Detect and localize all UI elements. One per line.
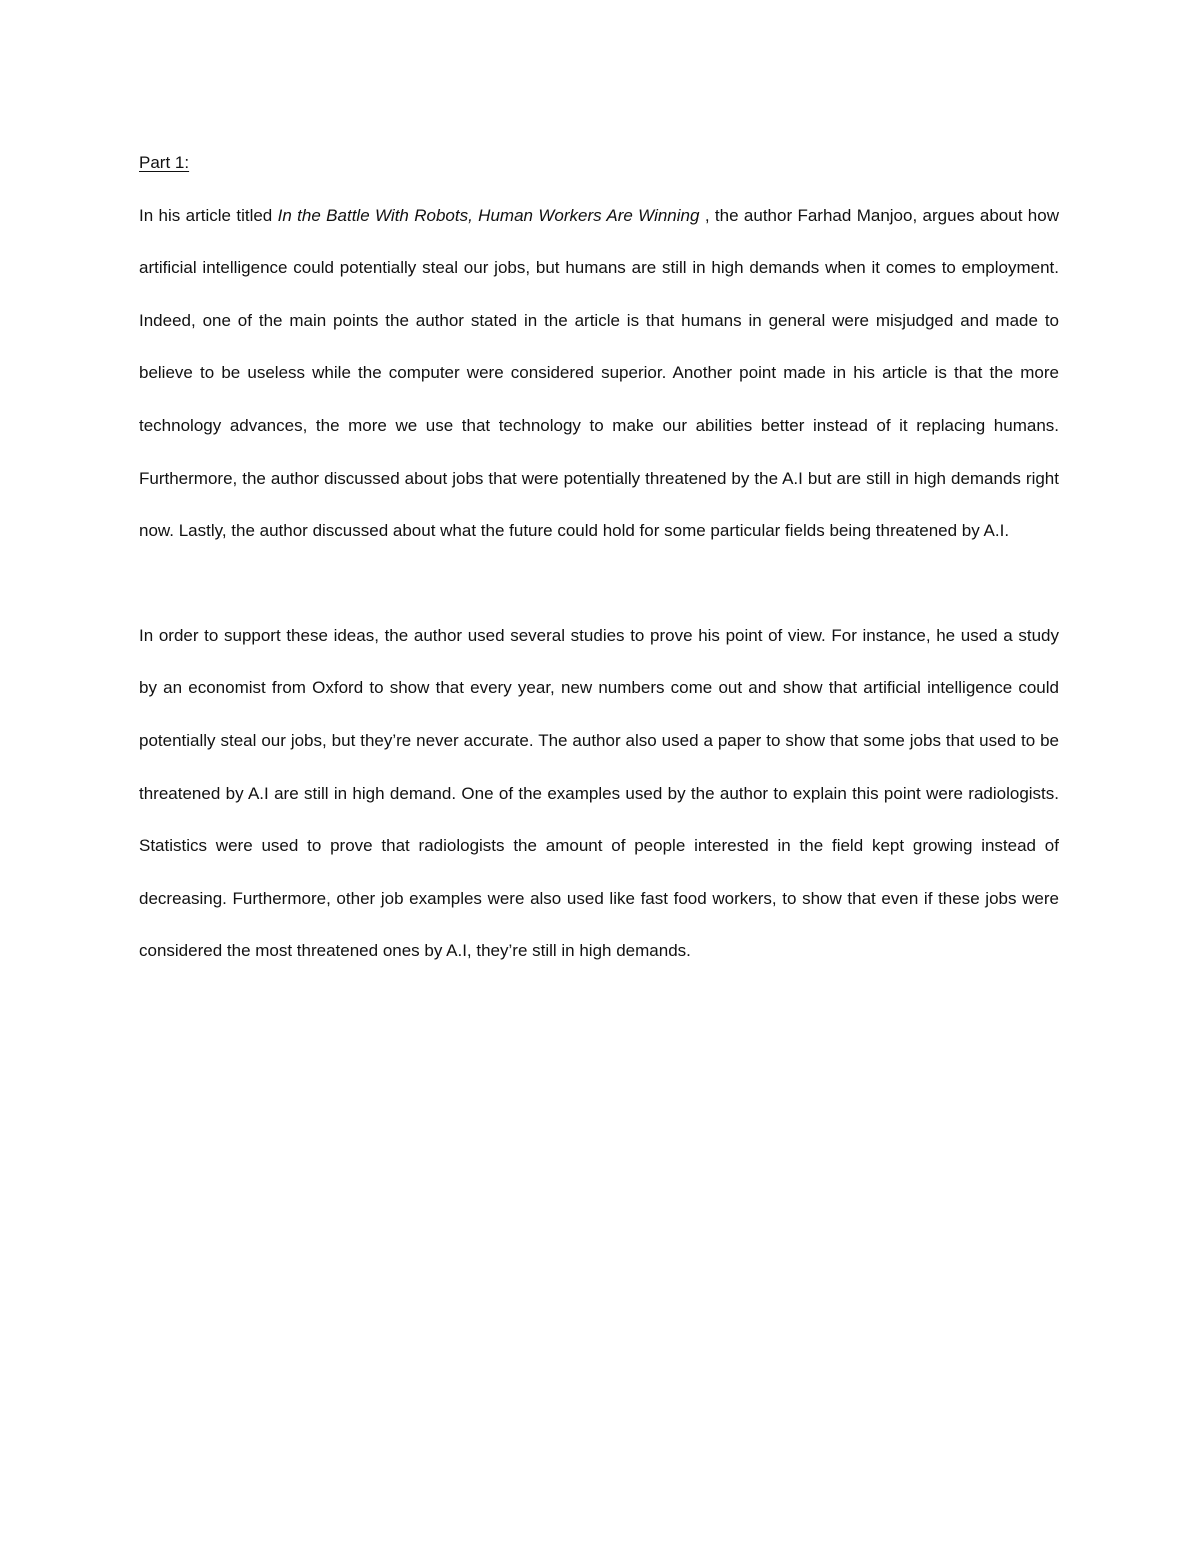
paragraph-body: , the author Farhad Manjoo, argues about how artificial intelligence could potentially steal our jobs, but humans are still in high demands when it comes to employment. Indeed, one of the main points the author stated in the article is that humans in general were misjudged and made to believe to be useless while the computer were considered superior. Another point made in his article is that the more technology advances, the more we use that technology to make our abilities better instead of it replacing humans. Furthermore, the author discussed about jobs that were potentially threatened by the A.I but are still in high demands right now. Lastly, the author discussed about what the future could hold for some particular fields being threatened by A.I. (139, 205, 1059, 541)
paragraph-support: In order to support these ideas, the author used several studies to prove his point of view. For instance, he used a study by an economist from Oxford to show that every year, new numbers come out and show that artificial intelligence could potentially steal our jobs, but they’re never accurate. The author also used a paper to show that some jobs that used to be threatened by A.I are still in high demand. One of the examples used by the author to explain this point were radiologists. Statistics were used to prove that radiologists the amount of people interested in the field kept growing instead of decreasing. Furthermore, other job examples were also used like fast food workers, to show that even if these jobs were considered the most threatened ones by A.I, they’re still in high demands. (139, 625, 1059, 961)
section-heading: Part 1: (139, 153, 190, 172)
paragraph-summary (139, 190, 1059, 558)
paragraph-lead: In his article titled (139, 205, 278, 225)
paragraph-spacer (139, 558, 1059, 610)
article-title: In the Battle With Robots, Human Workers Are Winning (277, 205, 700, 225)
document-body (139, 137, 1059, 978)
